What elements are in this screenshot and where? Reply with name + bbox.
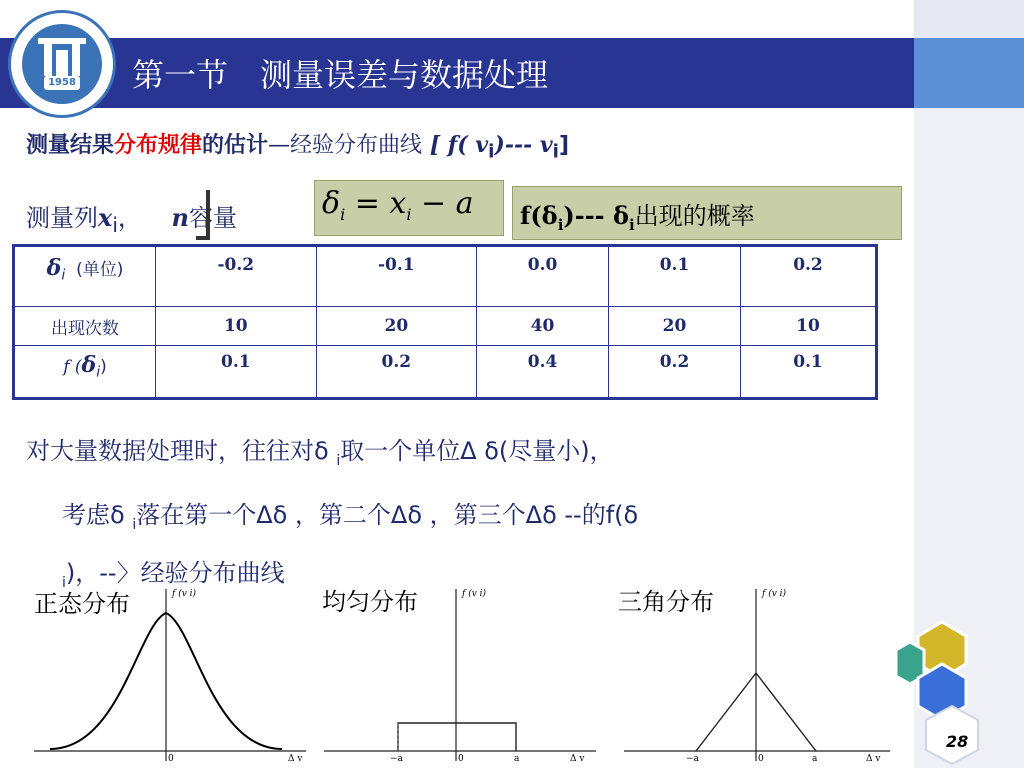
formula-x: = x [345, 186, 407, 221]
prob-sub2: i [629, 215, 635, 234]
table-cell: 0.1 [609, 246, 741, 307]
table-cell: -0.2 [156, 246, 317, 307]
heading-close: ] [558, 133, 570, 158]
table-cell: 0.2 [740, 246, 876, 307]
body-line2-a: 考虑δ [62, 500, 133, 529]
frequency-table [12, 244, 878, 400]
probability-text [520, 196, 755, 234]
formula-x-sub: i [406, 205, 412, 224]
uniform-ylabel: f (v i) [462, 589, 487, 599]
triangular-neg-a: −a [686, 754, 699, 764]
header-accent [914, 38, 1024, 108]
body-line2 [26, 488, 886, 552]
body-line3-sub: i [62, 574, 66, 591]
capacity-label: 容量 [188, 204, 237, 232]
table-cell: 40 [477, 307, 609, 346]
triangular-pos-a: a [812, 754, 818, 764]
body-paragraph [26, 424, 886, 609]
table-cell: 0.1 [740, 346, 876, 399]
normal-ylabel: f (v i) [172, 589, 197, 599]
uniform-origin: 0 [458, 754, 464, 764]
body-line1-sub: i [336, 452, 341, 469]
sequence-sep: ， [117, 204, 142, 232]
heading-highlight: 分布规律 [114, 133, 203, 158]
sequence-sub: i [112, 212, 118, 237]
unit-label: (单位) [76, 260, 124, 280]
heading-func2: )--- v [494, 132, 553, 158]
chart-label-uniform: 均匀分布 [322, 588, 418, 616]
prob-sub: i [557, 215, 564, 234]
table-cell: 0.1 [156, 346, 317, 399]
body-line3-text: )，--〉经验分布曲线 [65, 558, 285, 587]
error-formula [322, 186, 474, 224]
sequence-var: x [98, 203, 113, 232]
triangular-distribution-plot [620, 585, 900, 765]
capacity-var: n [171, 203, 189, 232]
row-header-delta [14, 246, 156, 307]
table-row [14, 307, 877, 346]
prob-lead: f(δ [520, 201, 558, 230]
formula-a: − a [411, 186, 474, 221]
heading-sub1: i [488, 141, 495, 163]
uniform-neg-a: −a [390, 754, 403, 764]
table-row [14, 346, 877, 399]
logo-emblem [22, 24, 102, 104]
f-label: f ( [63, 357, 82, 377]
bracket-decor [196, 190, 210, 240]
heading-func: [ f( v [429, 132, 489, 158]
table-cell: 0.2 [316, 346, 477, 399]
table-cell: 20 [609, 307, 741, 346]
row-header-count: 出现次数 [14, 307, 156, 346]
normal-xlabel: Δ v [288, 754, 303, 764]
heading-sub2: i [552, 141, 559, 163]
chart-label-triangular: 三角分布 [618, 588, 714, 616]
table-cell: 10 [156, 307, 317, 346]
table-cell: 0.2 [609, 346, 741, 399]
formula-delta: δ [322, 186, 341, 221]
f-delta-sub: i [96, 364, 101, 381]
body-line1-rest: 取一个单位Δ δ(尽量小)， [340, 437, 614, 465]
table-row [14, 246, 877, 307]
triangular-origin: 0 [758, 754, 764, 764]
uniform-xlabel: Δ v [570, 754, 585, 764]
table-cell: 0.4 [477, 346, 609, 399]
table-cell: 10 [740, 307, 876, 346]
f-close: ) [100, 357, 107, 377]
body-line1: 对大量数据处理时，往往对δ [26, 437, 337, 465]
heading-subtitle: —经验分布曲线 [268, 133, 423, 158]
section-heading [26, 128, 569, 162]
delta-symbol: δ [46, 255, 62, 281]
chart-label-normal: 正态分布 [34, 590, 130, 618]
delta-sub: i [61, 267, 66, 284]
prob-cn: 出现的概率 [634, 202, 755, 230]
slide-title: 第一节 测量误差与数据处理 [132, 56, 549, 94]
body-line2-sub: i [132, 516, 137, 533]
normal-distribution-plot [30, 585, 310, 765]
prob-mid: )--- δ [563, 201, 629, 230]
table-cell: 0.0 [477, 246, 609, 307]
triangular-xlabel: Δ v [866, 754, 881, 764]
table-cell: -0.1 [316, 246, 477, 307]
heading-part3: 的估计 [202, 133, 269, 158]
gate-icon [22, 24, 102, 104]
f-delta: δ [81, 352, 97, 378]
top-right-decor [914, 0, 1024, 38]
normal-origin: 0 [168, 754, 174, 764]
uniform-pos-a: a [514, 754, 520, 764]
page-number: 28 [946, 732, 969, 751]
triangular-ylabel: f (v i) [762, 589, 787, 599]
logo-year: 1958 [44, 76, 80, 90]
formula-sub: i [340, 205, 346, 224]
uniform-distribution-plot [320, 585, 600, 765]
heading-part1: 测量结果 [26, 133, 115, 158]
body-line2-rest: 落在第一个Δδ ，第二个Δδ ，第三个Δδ --的f(δ [136, 500, 639, 529]
table-cell: 20 [316, 307, 477, 346]
row-header-f [14, 346, 156, 399]
sequence-text: 测量列 [26, 204, 98, 232]
